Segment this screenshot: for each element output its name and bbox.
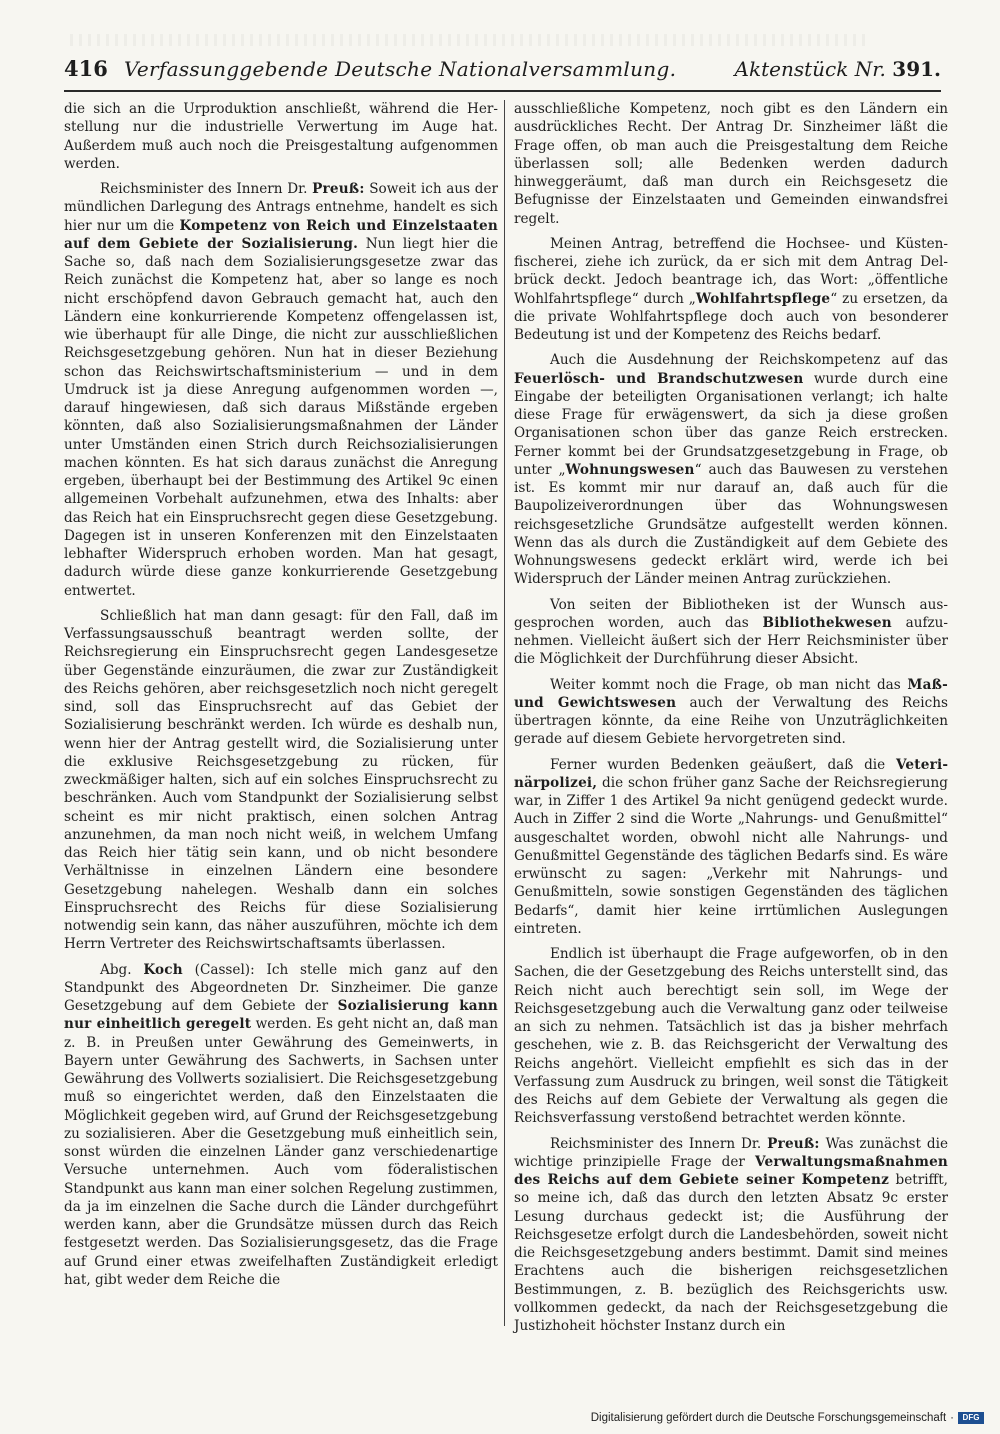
emphasized-text: Bibliothekwesen [762,614,892,631]
document-reference-number: 391. [892,57,941,81]
page-header [64,56,941,92]
paragraph [514,351,948,588]
emphasized-text: Preuß: [767,1135,820,1152]
paragraph [514,100,948,228]
text-run: Ferner wurden Bedenken geäußert, daß die [550,756,896,773]
emphasized-text: Sozialisierung kann nur einheitlich geregelt [64,998,498,1033]
paragraph [64,961,498,1290]
emphasized-text: Veterinärpolizei, [514,756,948,791]
paragraph [64,100,498,173]
emphasized-text: Koch [143,961,183,978]
text-run: Soweit ich aus der mündlichen Darlegung des Antrags entnehme, handelt es sich hier nur um die [64,181,498,234]
emphasized-text: Verwaltungsmaßnahmen des Reichs auf dem Gebiete seiner Kompetenz [514,1153,948,1188]
text-run: die schon früher ganz Sache der Reichsregierung war, in Ziffer 1 des Artikel 9a nicht genügend gedeckt wurde. Auch in Ziffer 2 sind die Worte „Nahrungs- und Genußmittel“ ausgeschaltet worden, obwohl nicht alle Nahrungs- und Genußmittel Gegenstände des täglichen Bedarfs sind. Es wäre erwünscht zu sagen: „Verkehr mit Nahrungs- und Genußmitteln, sowie sonstigen Gegenständen des täglichen Bedarfs“, damit hier keine irrtümlichen Auslegungen eintreten. [514,774,948,937]
paragraph [514,596,948,669]
document-reference [735,57,941,81]
paragraph [514,1135,948,1336]
page-header-title: Verfassunggebende Deutsche Nationalversammlung. [124,57,677,81]
paragraph [514,756,948,939]
text-run: ausschließliche Kompetenz, noch gibt es den Ländern ein ausdrückliches Recht. Der Antrag Dr. Sinzheimer läßt die Frage offen, ob man auch die Preisgestaltung dem Reiche überlassen soll; alle Bedenken werden dadurch hinweggeräumt, daß man durch ein Reichsgesetz die Befugnisse der Einzelstaaten und Gemeinden einwandsfrei regelt. [514,101,948,227]
text-run: Auch die Ausdehnung der Reichskompetenz auf das [550,352,948,369]
dfg-logo-icon: DFG [958,1412,984,1424]
text-run: Endlich ist überhaupt die Frage aufgeworfen, ob in den Sachen, die der Gesetzgebung des Reichs unterstellt sind, das Reich nicht auch berechtigt sein soll, im Wege der Reichsgesetzgebung auch die Verwaltung ganz oder teilweise an sich zu nehmen. Tatsächlich ist das ja bisher mehrfach geschehen, wie z. B. das Reichsgericht der Verwaltung des Reichs angehört. Vielleicht empfiehlt es sich das in der Verfassung zum Ausdruck zu bringen, weil sonst die Tätigkeit des Reichs auf dem Gebiete der Verwaltung als gegen die Reichsverfassung verstoßend betrachtet werden könnte. [514,946,948,1127]
emphasized-text: Preuß: [312,181,365,197]
paragraph [514,235,948,345]
paragraph [514,945,948,1128]
footer-separator-dot: · [950,1412,954,1424]
page-footer [591,1410,984,1426]
emphasized-text: Feuerlösch- und Brandschutzwesen [514,370,804,387]
text-run: Was zunächst die wichtige prinzipielle Frage der [514,1135,949,1170]
column-divider [504,100,505,1326]
text-run: Weiter kommt noch die Frage, ob man nicht das [550,676,908,693]
text-run: Nun liegt hier die Sache so, daß nach dem Sozialisierungsgesetze zwar das Reich zunächst die Kompetenz hat, aber so lange es noch nicht erschöpfend davon Gebrauch gemacht hat, auch den Ländern eine konkurrierende Kompetenz offengelassen ist, wie überhaupt für alle Dinge, die nicht zur ausschließlichen Reichsgesetzgebung gehören. Nun hat in dieser Beziehung schon das Reichswirtschaftsministerium — und in dem Umdruck ist ja diese Anregung aufgenommen worden —, darauf hingewiesen, daß sich daraus Mißstände ergeben könnten, daß also Sozialisierungsmaßnahmen der Länder unter Umständen einen Strich durch Reichsozialisierungen machen könnten. Es hat sich daraus zunächst die Anregung ergeben, überhaupt bei der Bestimmung des Artikel 9c einen allgemeinen Vorbehalt aufzunehmen, etwa des Inhalts: aber das Reich hat ein Einspruchsrecht gegen diese Gesetzgebung. Dagegen ist in unseren Konferenzen mit den Einzelstaaten lebhafter Widerspruch erhoben worden. Man hat gesagt, dadurch würde diese ganze konkurrierende Gesetzgebung entwertet. [64,235,498,599]
emphasized-text: Kompetenz von Reich und Einzelstaaten auf dem Gebiete der Sozialisierung. [64,217,498,252]
text-run: (Cassel): Ich stelle mich ganz auf den Standpunkt des Abgeordneten Dr. Sinzheimer. Die ganze Gesetzgebung auf dem Gebiete der [64,961,499,1014]
text-run: betrifft, so meine ich, daß das durch den letzten Absatz 9c erster Lesung durchaus gedeckt ist; die Ausführung der Reichsgesetze erfolgt durch die Landesbehörden, soweit nicht die Reichsgesetzgebung anders bestimmt. Damit sind meines Erachtens auch die bisherigen reichsgesetzlichen Bestimmungen, z. B. bezüglich des Reichsgerichts usw. vollkommen gedeckt, da nach der Reichsgesetzgebung die Justizhoheit höchster Instanz durch ein [514,1172,948,1334]
text-run: Von seiten der Bibliotheken ist der Wunsch ausgesprochen worden, auch das [514,596,948,631]
emphasized-text: Maß- und Gewichtswesen [514,676,948,711]
paragraph [64,180,498,600]
text-run: Meinen Antrag, betreffend die Hochsee- und Küstenfischerei, ziehe ich zurück, da er sich mit dem Antrag Delbrück deckt. Jedoch beantrage ich, das Wort: „öffentliche Wohlfahrtspflege“ durch „ [514,235,948,307]
text-run: Reichsminister des Innern Dr. [550,1135,768,1152]
emphasized-text: Wohlfahrtspflege [695,290,831,307]
text-run: Schließlich hat man dann gesagt: für den Fall, daß im Verfassungsausschuß beantragt werden sollte, der Reichsregierung ein Einspruchsrecht gegen Landesgesetze über Gegenstände einzuräumen, die zwar zur Zuständigkeit des Reichs gehören, aber reichsgesetzlich noch nicht geregelt sind, soll das Einspruchsrecht auf das Gebiet der Sozialisierung beschränkt werden. Ich würde es deshalb nun, wenn hier der Antrag gestellt wird, die Sozialisierung unter die exklusive Reichsgesetzgebung zu rücken, für zweckmäßiger halten, sich auf ein solches Einspruchsrecht zu beschränken. Auch vom Standpunkt der Sozialisierung selbst scheint es mir nicht praktisch, einen solchen Antrag anzunehmen, da man noch nicht weiß, in welchem Umfang das Reich hier tätig sein kann, und ob nicht besondere Verhältnisse in einzelnen Ländern eine besondere Gesetzgebung nahelegen. Weshalb dann ein solches Einspruchsrecht des Reichs für diese Sozialisierung notwendig sein kann, das näher auszuführen, möchte ich dem Herrn Vertreter des Reichswirtschaftsamts überlassen. [64,607,498,953]
scan-noise [70,34,870,46]
text-run: wurde durch eine Eingabe der beteiligten Organisationen verlangt; ich halte diese Frage für erwägenswert, da sich ja diese großen Organisationen schon über das ganze Reich erstrecken. Ferner kommt bei der Grundsatzgesetzgebung in Frage, ob unter „ [514,370,948,478]
text-run: auch der Verwaltung des Reichs übertragen könnte, da eine Reihe von Unzuträglichkeiten gerade auf diesem Gebiete hervorgetreten sind. [514,694,948,748]
text-run: werden. Es geht nicht an, daß man z. B. in Preußen unter Gewährung des Gemeinwerts, in Bayern unter Gewährung des Sachwerts, in Sachsen unter Gewährung des Vollwerts sozialisiert. Die Reichsgesetzgebung muß so eingerichtet werden, daß den Einzelstaaten die Möglichkeit gegeben wird, auf Grund der Reichsgesetzgebung zu sozialisieren. Aber die Gesetzgebung muß einheitlich sein, sonst würden die einzelnen Länder ganz verschiedenartige Versuche unternehmen. Auch vom föderalistischen Standpunkt aus kann man einer solchen Regelung zustimmen, da ja im einzelnen die Sache durch die Länder durchgeführt werden kann, aber die Grundsätze müssen durch das Reich festgesetzt werden. Das Sozialisierungsgesetz, das die Frage auf Grund einer etwas zweifelhaften Zuständigkeit erledigt hat, gibt weder dem Reiche die [64,1016,498,1288]
text-run: aufzunehmen. Vielleicht äußert sich der Herr Reichsminister über die Möglichkeit der Durchführung dieser Absicht. [514,614,948,668]
document-reference-label: Aktenstück Nr. [734,57,886,81]
text-run: “ auch das Bauwesen zu verstehen ist. Es kommt mir nur darauf an, daß auch für die Baupolizeiverordnungen über das Wohnungswesen reichsgesetzliche Grundsätze aufgestellt werden können. Wenn das als durch die Zuständigkeit auf dem Gebiete des Wohnungswesens gedeckt erklärt wird, werde ich bei Widerspruch der Länder meinen Antrag zurückziehen. [514,461,948,588]
right-text-column [514,100,948,1342]
emphasized-text: Wohnungswesen [565,461,695,478]
footer-credit: Digitalisierung gefördert durch die Deutsche Forschungsgemeinschaft [590,1412,947,1424]
text-run: Reichsminister des Innern Dr. [100,181,313,197]
left-text-column [64,100,498,1296]
text-run: “ zu ersetzen, da die private Wohlfahrtspflege doch auch von besonderer Bedeutung ist und der Kompetenz des Reichs bedarf. [514,290,948,343]
paragraph [514,676,948,749]
text-run: Abg. [100,961,144,978]
paragraph [64,607,498,954]
text-run: die sich an die Urproduktion anschließt, während die Herstellung nur die industrielle Verwertung im Auge hat. Außerdem muß auch noch die Preisgestaltung aufgenommen werden. [64,101,498,172]
page-number: 416 [64,56,108,81]
